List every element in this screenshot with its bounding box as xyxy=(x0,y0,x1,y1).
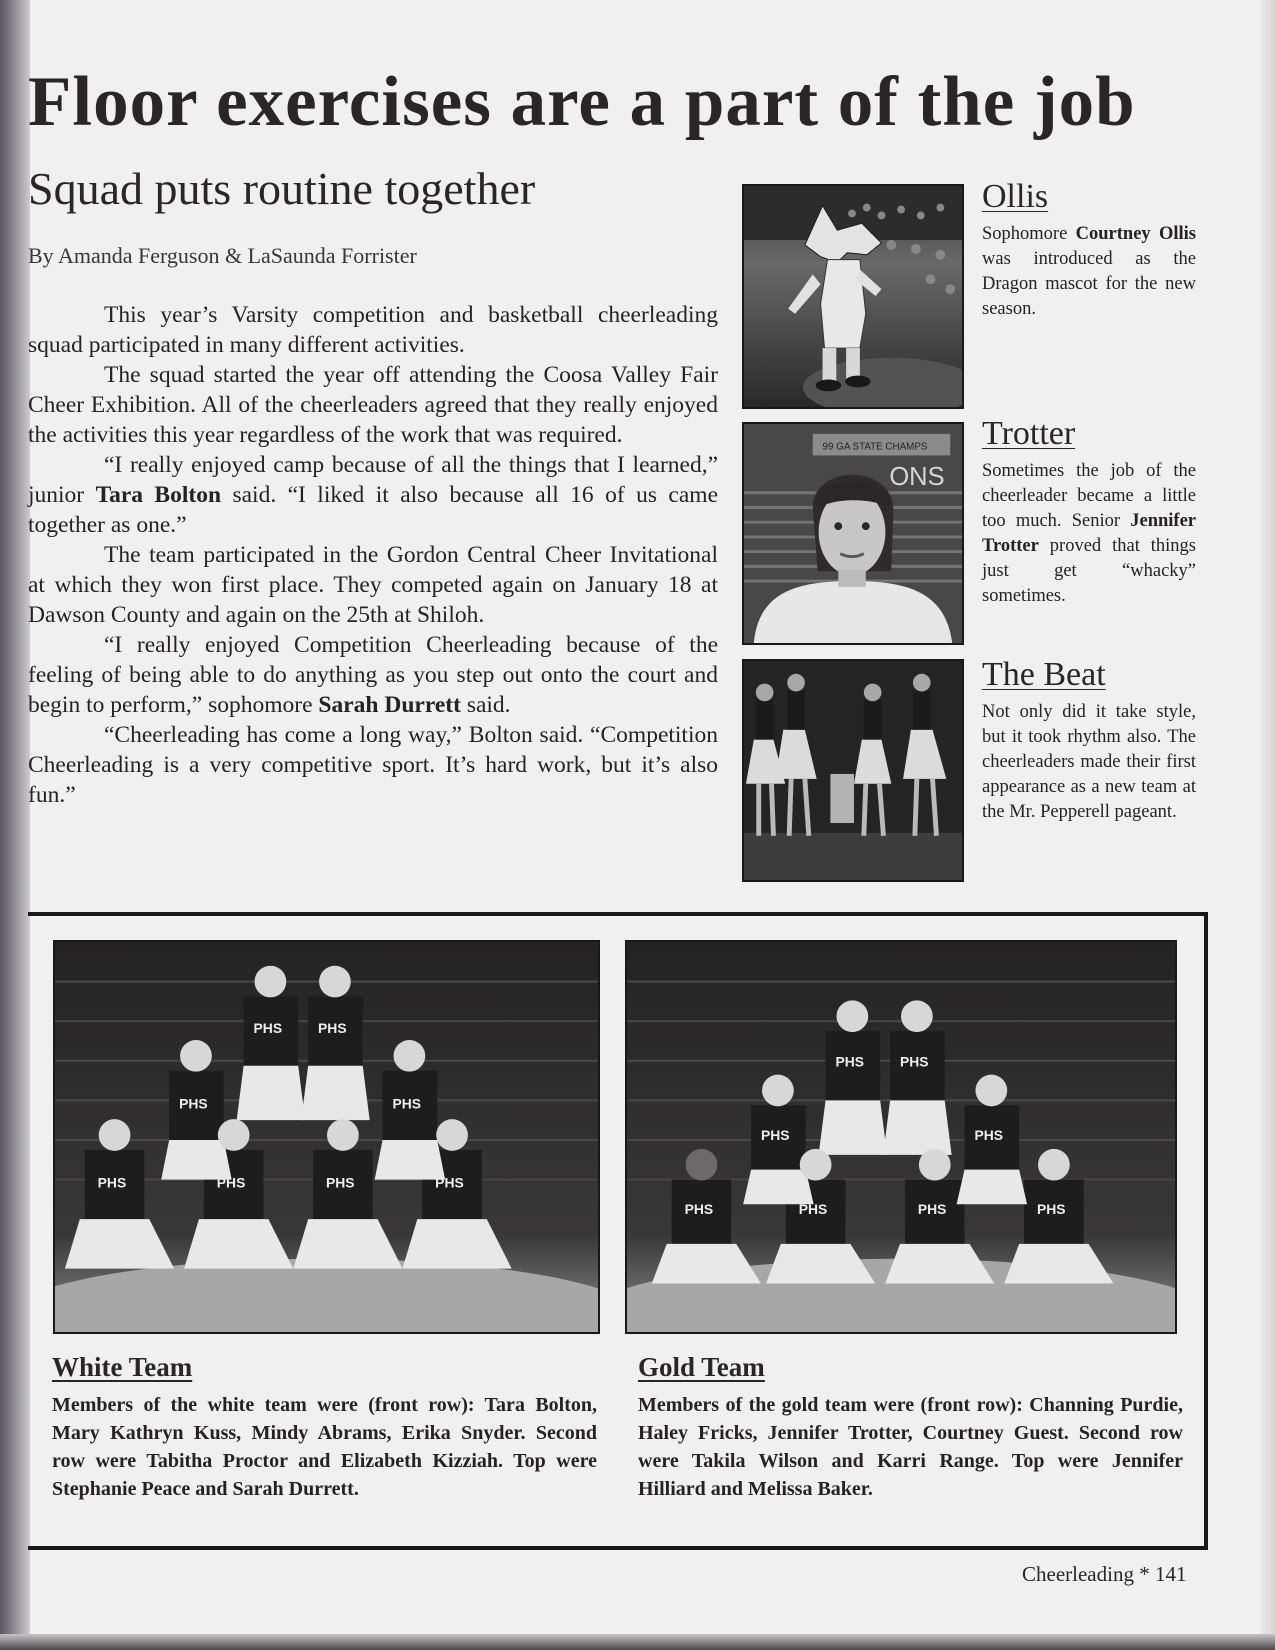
page-subtitle: Squad puts routine together xyxy=(28,163,536,214)
jersey-text: PHS xyxy=(179,1095,208,1112)
jersey-text: PHS xyxy=(216,1174,246,1191)
jersey-text: PHS xyxy=(835,1053,865,1070)
caption-trotter xyxy=(982,415,1196,609)
jersey-text: PHS xyxy=(761,1126,790,1143)
article-paragraph xyxy=(28,450,718,540)
caption-text-part: Sophomore xyxy=(982,224,1076,244)
jersey-text: PHS xyxy=(684,1201,714,1218)
jersey-text: PHS xyxy=(900,1053,929,1070)
caption-the-beat xyxy=(982,656,1196,825)
trotter-photo xyxy=(742,422,964,645)
banner-text-ons: ONS xyxy=(889,462,945,491)
jersey-text: PHS xyxy=(253,1020,283,1037)
article-paragraph xyxy=(28,630,718,720)
person-name: Tara Bolton xyxy=(95,482,222,508)
page-title: Floor exercises are a part of the job xyxy=(28,63,1136,141)
page-edge xyxy=(1261,0,1275,1650)
jersey-text: PHS xyxy=(917,1201,947,1218)
page-bottom-edge xyxy=(0,1634,1275,1650)
caption-ollis xyxy=(982,178,1196,322)
caption-text-part: Sometimes the job of the cheerleader became a little too much. Senior xyxy=(982,461,1196,531)
team-photos-frame xyxy=(28,912,1208,1550)
performance-photo xyxy=(742,659,964,882)
caption-title: The Beat xyxy=(982,656,1106,693)
jersey-text: PHS xyxy=(97,1174,127,1191)
article-paragraph: The team participated in the Gordon Central Cheer Invitational at which they won first place. They competed again on January 18 at Dawson County and again on the 25th at Shiloh. xyxy=(28,542,718,628)
banner-text: 99 GA STATE CHAMPS xyxy=(822,441,928,453)
caption-title: White Team xyxy=(52,1352,193,1382)
caption-text-part: proved that things just get “whacky” sometimes. xyxy=(982,536,1196,606)
caption-title: Trotter xyxy=(982,415,1076,452)
jersey-text: PHS xyxy=(435,1174,464,1191)
article-body xyxy=(28,300,718,810)
page-folio: Cheerleading * 141 xyxy=(1022,1562,1187,1586)
caption-text xyxy=(982,222,1196,322)
article-paragraph: “Cheerleading has come a long way,” Bolton said. “Competition Cheerleading is a very competitive sport. It’s hard work, but it’s also fun.” xyxy=(28,722,718,808)
article-text: said. “I liked it also because all 16 of us came together as one.” xyxy=(28,482,718,538)
caption-title: Ollis xyxy=(982,178,1049,215)
mascot-photo xyxy=(742,184,964,409)
article-text: said. xyxy=(460,692,511,718)
article-text: “I really enjoyed Competition Cheerleading because of the feeling of being able to do anything as you step out onto the court and begin to perform,” sophomore xyxy=(28,632,718,718)
binding-shadow xyxy=(0,0,30,1650)
person-name: Sarah Durrett xyxy=(318,692,461,718)
caption-text: Members of the gold team were (front row): Channing Purdie, Haley Fricks, Jennifer Trotter, Courtney Guest. Second row were Takila Wilson and Karri Range. Top were Jennifer Hilliard and Melissa Baker. xyxy=(638,1394,1183,1500)
byline: By Amanda Ferguson & LaSaunda Forrister xyxy=(28,243,417,268)
caption-text: Not only did it take style, but it took rhythm also. The cheerleaders made their first appearance as a new team at the Mr. Pepperell pageant. xyxy=(982,702,1196,822)
jersey-text: PHS xyxy=(798,1201,828,1218)
caption-text: Members of the white team were (front row): Tara Bolton, Mary Kathryn Kuss, Mindy Abrams, Erika Snyder. Second row were Tabitha Proctor and Elizabeth Kizziah. Top were Stephanie Peace and Sarah Durrett. xyxy=(52,1394,597,1500)
jersey-text: PHS xyxy=(392,1095,422,1112)
caption-white-team xyxy=(52,1352,597,1503)
caption-gold-team xyxy=(638,1352,1183,1503)
white-team-photo xyxy=(53,940,600,1334)
article-paragraph: The squad started the year off attending the Coosa Valley Fair Cheer Exhibition. All of the cheerleaders agreed that they really enjoyed the activities this year regardless of the work that was required. xyxy=(28,362,718,448)
article-text: “I really enjoyed camp because of all the things that I learned,” junior xyxy=(28,452,718,508)
jersey-text: PHS xyxy=(974,1126,1004,1143)
jersey-text: PHS xyxy=(1037,1201,1066,1218)
caption-text xyxy=(982,459,1196,609)
person-name: Courtney Ollis xyxy=(1075,224,1196,244)
caption-text-part: was introduced as the Dragon mascot for the new season. xyxy=(982,249,1196,319)
caption-title: Gold Team xyxy=(638,1352,765,1382)
jersey-text: PHS xyxy=(318,1020,347,1037)
person-name: Jennifer Trotter xyxy=(982,511,1196,556)
gold-team-photo xyxy=(625,940,1177,1334)
jersey-text: PHS xyxy=(326,1174,355,1191)
article-paragraph: This year’s Varsity competition and basketball cheerleading squad participated in many different activities. xyxy=(28,302,718,358)
